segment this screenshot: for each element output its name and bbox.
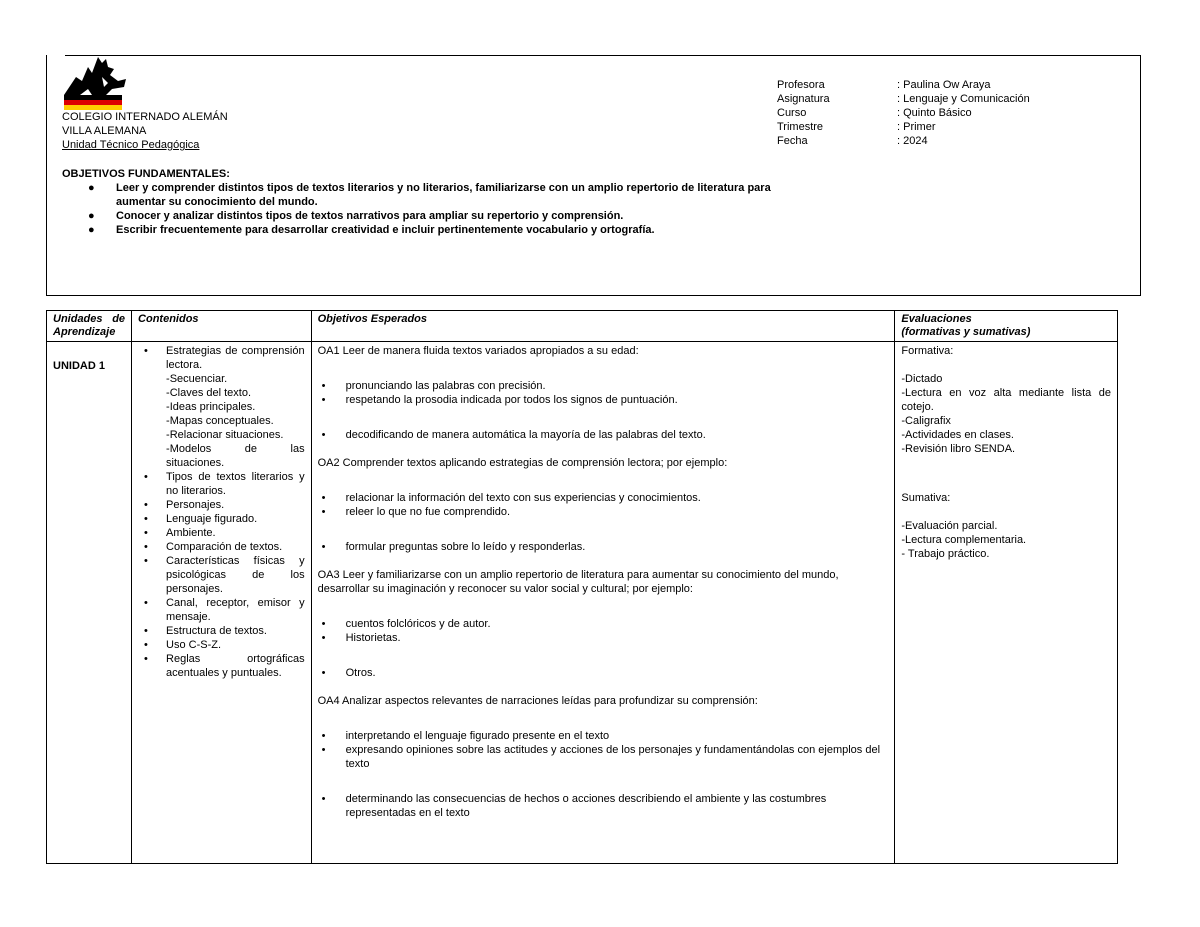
contenido-text: Estructura de textos.: [166, 625, 267, 637]
header-evaluaciones-line2: (formativas y sumativas): [901, 326, 1031, 338]
objective-text: Leer y comprender distintos tipos de textos literarios y no literarios, familiarizarse con un amplio repertorio de literatura para aumentar su conocimiento del mundo.: [116, 182, 771, 208]
bullet-icon: •: [144, 597, 148, 609]
contenido-subitem: -Secuenciar.: [166, 373, 228, 385]
contenidos-cell: [132, 342, 312, 864]
info-label: Trimestre: [777, 121, 824, 133]
school-eagle-logo-icon: [62, 55, 128, 111]
unidad-label: UNIDAD 1: [53, 360, 105, 372]
spacer: [318, 519, 889, 540]
bullet-icon: •: [144, 345, 148, 357]
bullet-icon: •: [321, 632, 326, 644]
fundamental-objectives: [62, 168, 822, 237]
bullet-icon: •: [321, 730, 326, 742]
contenido-text: Ambiente.: [166, 527, 216, 539]
info-value: : Paulina Ow Araya: [897, 79, 991, 91]
bullet-icon: •: [321, 667, 326, 679]
oa-item: [318, 505, 889, 519]
bullet-icon: •: [321, 744, 326, 756]
oa-item: [318, 393, 889, 407]
oa-item-text: pronunciando las palabras con precisión.: [345, 380, 546, 392]
sumativa-title: Sumativa:: [901, 492, 951, 504]
bullet-icon: •: [321, 492, 326, 504]
contenido-text: Uso C-S-Z.: [166, 639, 222, 651]
header-evaluaciones: [895, 311, 1118, 342]
contenido-text: Comparación de textos.: [166, 541, 283, 553]
bullet-icon: •: [321, 793, 326, 805]
oa-item: [318, 631, 889, 645]
formativa-title: Formativa:: [901, 345, 954, 357]
contenido-text: Características físicas y psicológicas de los personajes.: [166, 555, 305, 595]
contenidos-list: [138, 344, 305, 372]
oa-title: OA2 Comprender textos aplicando estrategias de comprensión lectora; por ejemplo:: [317, 457, 728, 469]
info-row: [777, 78, 1030, 92]
oa-block: [318, 344, 889, 456]
contenido-item: [138, 554, 305, 596]
formativa-item: -Caligrafix: [901, 415, 951, 427]
oa-items: [318, 729, 889, 771]
oa-item-text: releer lo que no fue comprendido.: [345, 506, 511, 518]
info-value: : 2024: [897, 135, 928, 147]
contenido-subitem: -Modelos de las situaciones.: [166, 443, 305, 469]
objective-text: Escribir frecuentemente para desarrollar creatividad e incluir pertinentemente vocabulario y ortografía.: [116, 224, 655, 236]
spacer: [318, 358, 889, 379]
header-contenidos: Contenidos: [132, 311, 312, 342]
objective-item: [62, 223, 822, 237]
header-objetivos: Objetivos Esperados: [311, 311, 895, 342]
objectives-title: OBJETIVOS FUNDAMENTALES:: [62, 168, 230, 180]
contenidos-list-rest: [138, 470, 305, 680]
oa-items-extra: [318, 540, 889, 554]
oa-items-extra: [318, 666, 889, 680]
bullet-icon: •: [144, 625, 148, 637]
oa-item: [318, 792, 889, 820]
info-row: [777, 120, 1030, 134]
oa-block: [318, 694, 889, 820]
objectives-list: [62, 181, 822, 237]
info-label: Asignatura: [777, 93, 830, 105]
info-row: [777, 106, 1030, 120]
oa-item: [318, 491, 889, 505]
spacer: [901, 456, 1111, 477]
contenido-item: [138, 498, 305, 512]
info-value: : Quinto Básico: [897, 107, 972, 119]
spacer: [318, 407, 889, 428]
oa-item: [318, 729, 889, 743]
sumativa-item: -Lectura complementaria.: [901, 534, 1027, 546]
oa-title: OA4 Analizar aspectos relevantes de narraciones leídas para profundizar su comprensión:: [317, 695, 758, 707]
school-unit: Unidad Técnico Pedagógica: [62, 139, 200, 151]
contenido-subitem: -Claves del texto.: [166, 387, 252, 399]
oa-item-text: formular preguntas sobre lo leído y responderlas.: [345, 541, 586, 553]
oa-item-text: decodificando de manera automática la mayoría de las palabras del texto.: [345, 429, 706, 441]
contenido-subitem: -Ideas principales.: [166, 401, 256, 413]
spacer: [318, 645, 889, 666]
contenido-text: Canal, receptor, emisor y mensaje.: [166, 597, 305, 623]
contenido-sublist: [138, 372, 305, 470]
formativa-item: -Revisión libro SENDA.: [901, 443, 1016, 455]
oa-item-text: Otros.: [345, 667, 376, 679]
oa-item: [318, 540, 889, 554]
contenido-text: Reglas ortográficas acentuales y puntuales.: [166, 653, 305, 679]
oa-items: [318, 491, 889, 519]
objetivos-cell: [311, 342, 895, 864]
course-info: [777, 78, 1030, 148]
table-row: [47, 342, 1118, 864]
sumativa-item: - Trabajo práctico.: [901, 548, 990, 560]
spacer: [318, 680, 889, 694]
contenido-item: [138, 596, 305, 624]
oa-item-text: cuentos folclóricos y de autor.: [345, 618, 491, 630]
oa-block: [318, 456, 889, 568]
contenido-subitem: -Relacionar situaciones.: [166, 429, 284, 441]
formativa-item: -Actividades en clases.: [901, 429, 1014, 441]
contenido-text: Estrategias de comprensión lectora.: [166, 345, 305, 371]
school-name: COLEGIO INTERNADO ALEMÁN: [62, 111, 228, 123]
bullet-icon: ●: [88, 210, 95, 222]
oa-item-text: Historietas.: [345, 632, 401, 644]
contenido-item: [138, 344, 305, 372]
contenido-item: [138, 526, 305, 540]
info-label: Curso: [777, 107, 807, 119]
oa-item-text: interpretando el lenguaje figurado presente en el texto: [345, 730, 610, 742]
bullet-icon: ●: [88, 182, 95, 194]
sumativa-item: -Evaluación parcial.: [901, 520, 998, 532]
spacer: [901, 505, 1111, 519]
oa-item-text: expresando opiniones sobre las actitudes y acciones de los personajes y fundamentándolas con ejemplos del texto: [345, 744, 881, 770]
spacer: [901, 477, 1111, 491]
school-block: [62, 110, 228, 152]
oa-item: [318, 743, 889, 771]
contenido-item: [138, 638, 305, 652]
bullet-icon: •: [321, 394, 326, 406]
contenido-text: Lenguaje figurado.: [166, 513, 258, 525]
info-row: [777, 92, 1030, 106]
bullet-icon: •: [144, 555, 148, 567]
oa-items: [318, 379, 889, 407]
objective-text: Conocer y analizar distintos tipos de textos narrativos para ampliar su repertorio y comprensión.: [116, 210, 624, 222]
info-label: Fecha: [777, 135, 808, 147]
planning-table: [46, 310, 1118, 864]
bullet-icon: •: [144, 499, 148, 511]
spacer: [901, 358, 1111, 372]
contenido-subitem: -Mapas conceptuales.: [166, 415, 274, 427]
spacer: [318, 442, 889, 456]
bullet-icon: •: [144, 527, 148, 539]
contenido-item: [138, 540, 305, 554]
header-unidades: Unidades de Aprendizaje: [47, 311, 132, 342]
spacer: [318, 771, 889, 792]
info-row: [777, 134, 1030, 148]
objective-item: [62, 209, 822, 223]
spacer: [318, 708, 889, 729]
contenido-item: [138, 624, 305, 638]
bullet-icon: •: [321, 380, 326, 392]
oa-item-text: respetando la prosodia indicada por todos los signos de puntuación.: [345, 394, 678, 406]
header-evaluaciones-line1: Evaluaciones: [901, 313, 972, 325]
bullet-icon: •: [144, 513, 148, 525]
unidad-cell: [47, 342, 132, 864]
spacer: [318, 470, 889, 491]
oa-items-extra: [318, 428, 889, 442]
bullet-icon: •: [321, 506, 326, 518]
bullet-icon: •: [144, 471, 148, 483]
evaluaciones-block: [901, 344, 1111, 561]
oa-item-text: determinando las consecuencias de hechos o acciones describiendo el ambiente y las costumbres representadas en el texto: [345, 793, 827, 819]
oa-item: [318, 428, 889, 442]
school-city: VILLA ALEMANA: [62, 125, 147, 137]
oa-block: [318, 568, 889, 694]
formativa-item: -Lectura en voz alta mediante lista de cotejo.: [901, 387, 1111, 413]
objective-item: [62, 181, 822, 209]
info-value: : Primer: [897, 121, 936, 133]
info-value: : Lenguaje y Comunicación: [897, 93, 1030, 105]
formativa-item: -Dictado: [901, 373, 943, 385]
bullet-icon: ●: [88, 224, 95, 236]
oa-item-text: relacionar la información del texto con sus experiencias y conocimientos.: [345, 492, 701, 504]
oa-title: OA3 Leer y familiarizarse con un amplio repertorio de literatura para aumentar su conocimiento del mundo, desarrollar su imaginación y reconocer su valor social y cultural; por ejemplo:: [317, 569, 839, 595]
contenido-item: [138, 470, 305, 498]
spacer: [318, 596, 889, 617]
bullet-icon: •: [321, 618, 326, 630]
bullet-icon: •: [144, 541, 148, 553]
contenido-text: Tipos de textos literarios y no literarios.: [166, 471, 305, 497]
bullet-icon: •: [321, 429, 326, 441]
bullet-icon: •: [144, 639, 148, 651]
bullet-icon: •: [321, 541, 326, 553]
bullet-icon: •: [144, 653, 148, 665]
oa-item: [318, 379, 889, 393]
contenido-item: [138, 652, 305, 680]
oa-item: [318, 617, 889, 631]
oa-item: [318, 666, 889, 680]
info-label: Profesora: [777, 79, 825, 91]
table-header-row: [47, 311, 1118, 342]
oa-items-extra: [318, 792, 889, 820]
evaluaciones-cell: [895, 342, 1118, 864]
oa-title: OA1 Leer de manera fluida textos variados apropiados a su edad:: [317, 345, 639, 357]
contenido-text: Personajes.: [166, 499, 225, 511]
oa-items: [318, 617, 889, 645]
header-frame-left: [46, 55, 47, 296]
spacer: [318, 554, 889, 568]
contenido-item: [138, 512, 305, 526]
